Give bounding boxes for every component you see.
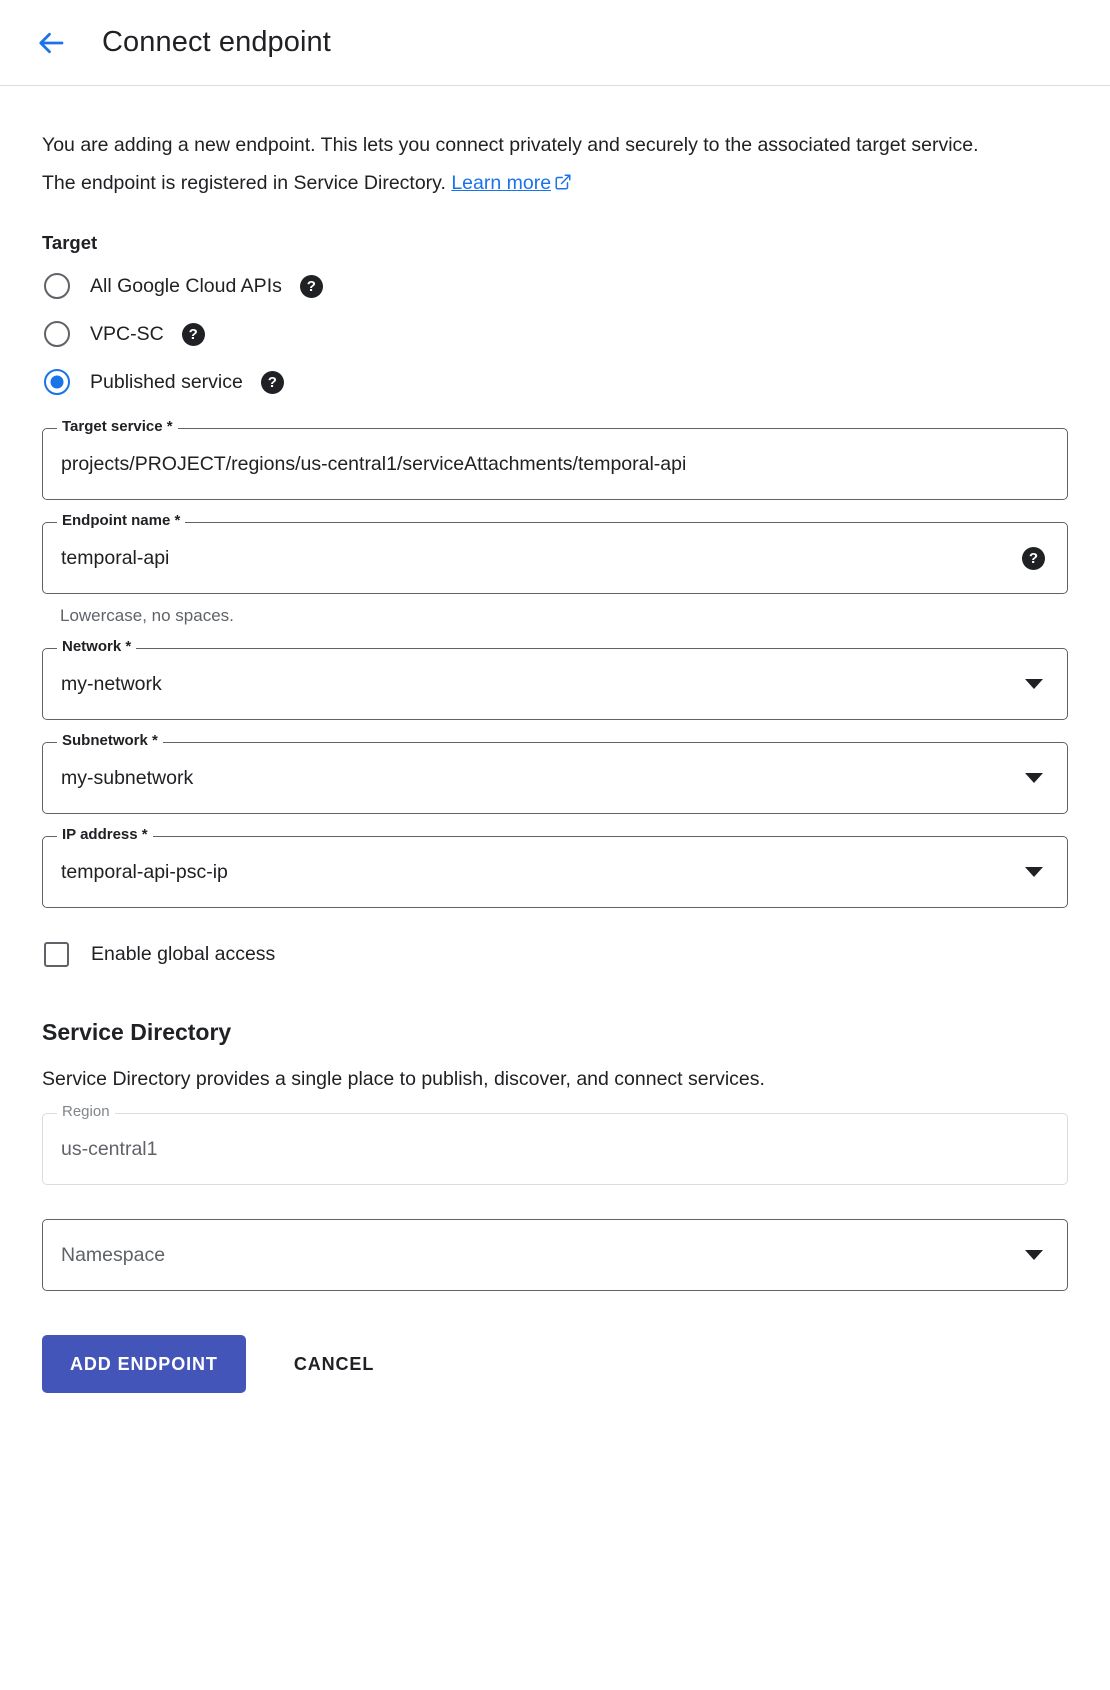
target-section-label: Target	[42, 232, 98, 254]
radio-indicator[interactable]	[44, 273, 70, 299]
learn-more-link[interactable]: Learn more	[451, 172, 552, 195]
radio-published-service[interactable]	[42, 358, 1068, 406]
intro-description: You are adding a new endpoint. This lets you connect privately and securely to the associated target service. The endpoint is registered in Service Directory.	[42, 134, 979, 195]
ip-address-select[interactable]	[42, 826, 1068, 908]
service-directory-description: Service Directory provides a single place to publish, discover, and connect services.	[42, 1068, 765, 1091]
help-icon[interactable]: ?	[182, 323, 205, 346]
target-service-label: Target service *	[57, 419, 178, 434]
region-value: us-central1	[61, 1137, 158, 1160]
arrow-left-icon	[37, 28, 67, 58]
region-label: Region	[57, 1104, 115, 1119]
radio-all-google-cloud-apis[interactable]	[42, 262, 1068, 310]
region-field	[42, 1103, 1068, 1185]
enable-global-access-checkbox[interactable]	[44, 942, 69, 967]
endpoint-name-input[interactable]: temporal-api	[61, 546, 170, 569]
radio-label: VPC-SC	[90, 322, 164, 345]
service-directory-heading: Service Directory	[42, 1019, 232, 1046]
chevron-down-icon[interactable]	[1025, 1250, 1043, 1260]
network-label: Network *	[57, 639, 136, 654]
page-title: Connect endpoint	[102, 26, 331, 58]
help-icon[interactable]: ?	[261, 371, 284, 394]
intro-text	[42, 126, 987, 204]
radio-vpc-sc[interactable]	[42, 310, 1068, 358]
network-value: my-network	[61, 672, 162, 695]
radio-indicator[interactable]	[44, 321, 70, 347]
ip-address-value: temporal-api-psc-ip	[61, 860, 228, 883]
target-service-field[interactable]	[42, 418, 1068, 500]
chevron-down-icon[interactable]	[1025, 867, 1043, 877]
chevron-down-icon[interactable]	[1025, 773, 1043, 783]
help-icon[interactable]: ?	[300, 275, 323, 298]
cancel-button[interactable]: CANCEL	[276, 1335, 392, 1393]
endpoint-name-label: Endpoint name *	[57, 513, 185, 528]
help-icon[interactable]: ?	[1022, 547, 1045, 570]
radio-label: Published service	[90, 370, 243, 393]
add-endpoint-button[interactable]: ADD ENDPOINT	[42, 1335, 246, 1393]
namespace-select[interactable]	[42, 1219, 1068, 1291]
back-button[interactable]	[30, 21, 74, 65]
network-select[interactable]	[42, 638, 1068, 720]
endpoint-name-field[interactable]	[42, 512, 1068, 594]
chevron-down-icon[interactable]	[1025, 679, 1043, 689]
enable-global-access-row[interactable]	[42, 942, 1068, 967]
subnetwork-label: Subnetwork *	[57, 733, 163, 748]
subnetwork-select[interactable]	[42, 732, 1068, 814]
namespace-value: Namespace	[61, 1243, 166, 1266]
subnetwork-value: my-subnetwork	[61, 766, 194, 789]
page-header	[0, 0, 1110, 86]
target-service-input[interactable]: projects/PROJECT/regions/us-central1/serviceAttachments/temporal-api	[61, 452, 687, 475]
enable-global-access-label: Enable global access	[91, 943, 276, 966]
ip-address-label: IP address *	[57, 827, 153, 842]
endpoint-name-helper-text: Lowercase, no spaces.	[60, 606, 234, 626]
form-content	[0, 86, 1110, 1433]
radio-label: All Google Cloud APIs	[90, 274, 282, 297]
radio-indicator[interactable]	[44, 369, 70, 395]
open-in-new-icon[interactable]	[554, 166, 572, 204]
form-actions	[42, 1335, 1068, 1433]
